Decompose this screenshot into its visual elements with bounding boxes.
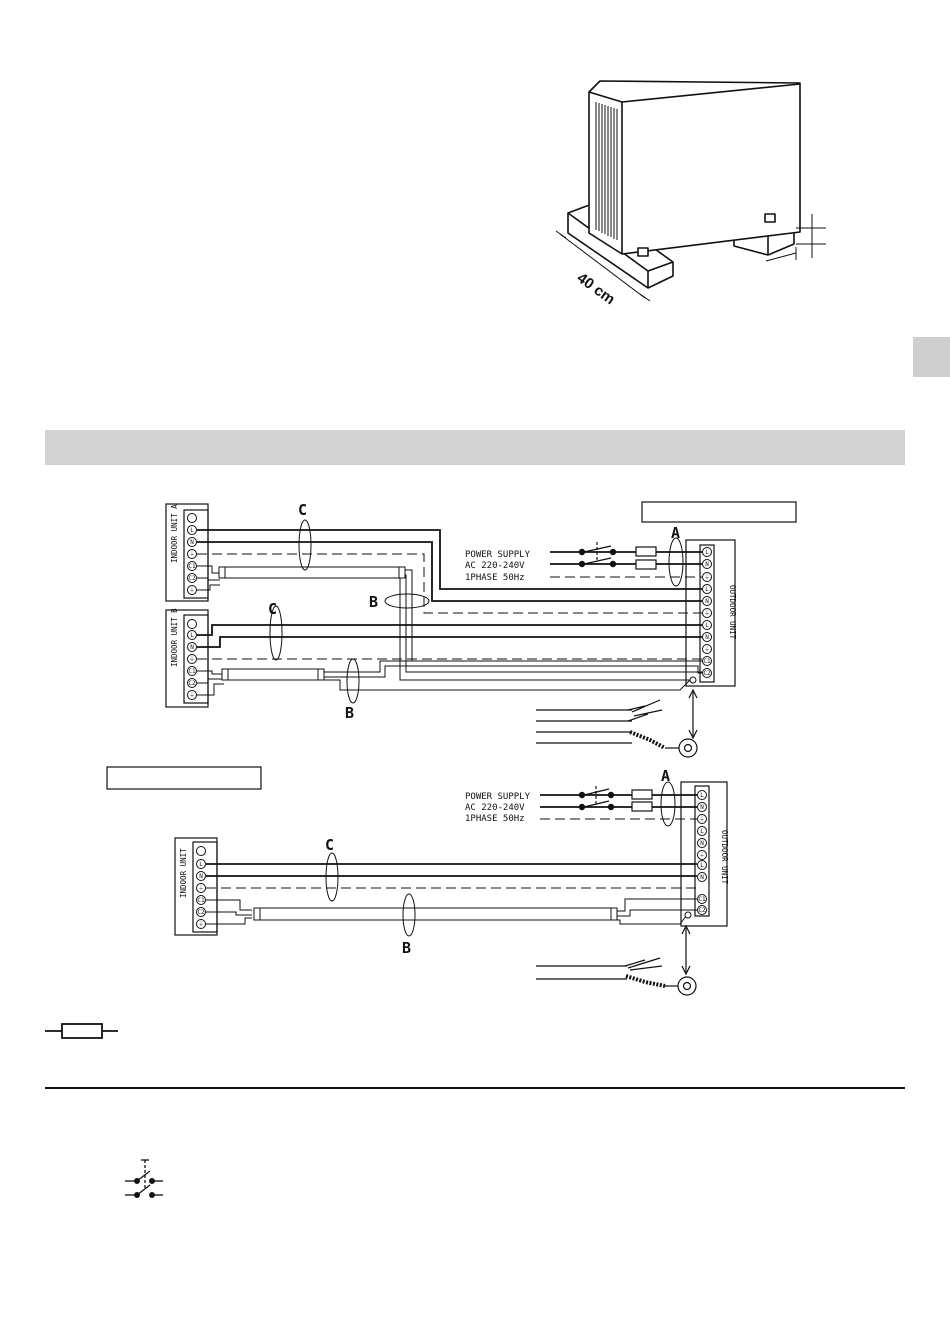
power-supply-line-2-bottom: AC 220-240V (465, 803, 525, 813)
top-wiring-diagram (166, 501, 796, 757)
cable-c-label-b: C (268, 600, 278, 618)
o-term-8: N (700, 874, 704, 881)
i-term-6: ⏚ (197, 921, 205, 928)
power-supply-line-3-bottom: 1PHASE 50Hz (465, 814, 525, 824)
o-term-7: L (700, 862, 704, 869)
cable-b-label-a: B (369, 593, 379, 611)
o-term-10: C2 (698, 907, 706, 914)
ou-term-8: N (705, 634, 709, 641)
ia-term-1: L (190, 527, 194, 534)
i-term-5: C2 (197, 909, 205, 916)
cable-b-label: B (402, 939, 412, 957)
cable-a-label-top: A (671, 524, 681, 542)
i-term-3: ⏚ (197, 885, 205, 892)
ia-term-2: N (190, 539, 194, 546)
ou-term-9: ⏚ (703, 646, 711, 653)
ia-term-3: ⏚ (188, 551, 196, 558)
ou-term-11: C2 (703, 670, 711, 677)
ou-term-6: ⏚ (703, 610, 711, 617)
i-term-1: L (199, 861, 203, 868)
ib-term-6: ⏚ (188, 692, 196, 699)
o-term-2: N (700, 804, 704, 811)
ia-term-6: ⏚ (188, 587, 196, 594)
ring-terminal-icon (536, 926, 696, 995)
indoor-unit-a-label: INDOOR UNIT A (170, 504, 179, 563)
ia-term-5: C2 (188, 575, 196, 582)
diagram-caption-box-bottom (107, 767, 261, 789)
o-term-6: ⏚ (698, 852, 706, 859)
ib-term-4: C1 (188, 668, 196, 675)
ou-term-3: ⏚ (703, 574, 711, 581)
power-supply-line-2-top: AC 220-240V (465, 561, 525, 571)
ou-term-2: N (705, 561, 709, 568)
cable-a-label-bottom: A (661, 767, 671, 785)
power-supply-line-1-bottom: POWER SUPPLY (465, 792, 531, 802)
outdoor-unit-label-bottom: OUTDOOR UNIT (720, 830, 729, 885)
bottom-wiring-diagram (107, 767, 729, 995)
ou-term-4: L (705, 586, 709, 593)
cable-c-label-a: C (298, 501, 308, 519)
ou-term-10: C1 (703, 658, 711, 665)
power-supply-line-1-top: POWER SUPPLY (465, 550, 531, 560)
ou-term-7: L (705, 622, 709, 629)
switch-symbol-icon (125, 1160, 163, 1197)
ib-term-2: N (190, 644, 194, 651)
o-term-4: L (700, 828, 704, 835)
outdoor-unit-label-top: OUTDOOR UNIT (728, 585, 737, 640)
ib-term-5: C2 (188, 680, 196, 687)
o-term-1: L (700, 792, 704, 799)
ia-term-4: C1 (188, 563, 196, 570)
i-term-4: C1 (197, 897, 205, 904)
o-term-3: ⏚ (698, 816, 706, 823)
ib-term-1: L (190, 632, 194, 639)
i-term-2: N (199, 873, 203, 880)
power-supply-line-3-top: 1PHASE 50Hz (465, 573, 525, 583)
dimension-label: 40 cm (573, 269, 619, 309)
indoor-unit-b-label: INDOOR UNIT B (170, 608, 179, 667)
outdoor-unit-illustration (556, 81, 826, 301)
o-term-5: N (700, 840, 704, 847)
ou-term-5: N (705, 598, 709, 605)
cable-c-label: C (325, 836, 335, 854)
diagram-caption-box-top (642, 502, 796, 522)
cable-b-label-b: B (345, 704, 355, 722)
ou-term-1: L (705, 549, 709, 556)
indoor-unit-label: INDOOR UNIT (179, 848, 188, 898)
ring-terminal-icon (536, 690, 697, 757)
fuse-symbol-icon (45, 1024, 118, 1038)
o-term-9: C1 (698, 896, 706, 903)
ib-term-3: ⏚ (188, 656, 196, 663)
